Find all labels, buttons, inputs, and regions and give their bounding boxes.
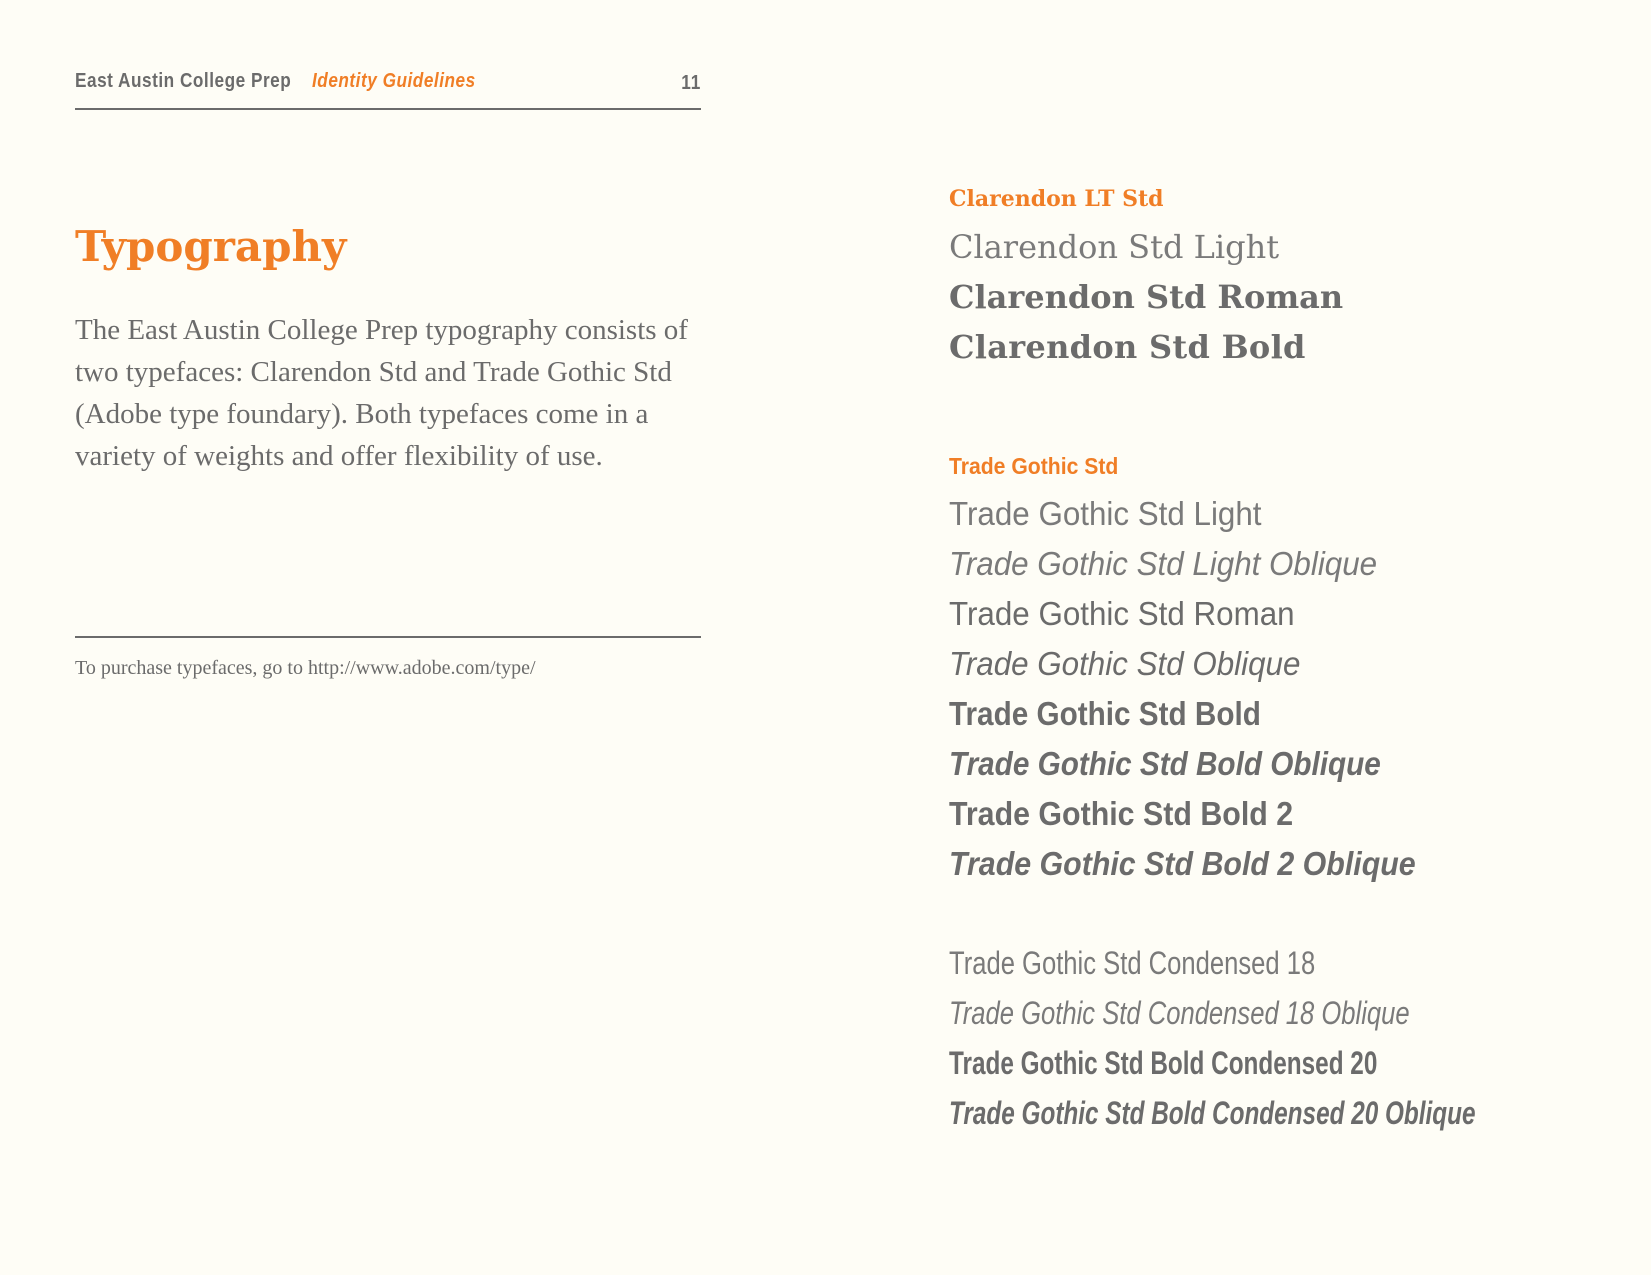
trade-gothic-sample-roman: Trade Gothic Std Roman: [949, 595, 1295, 632]
clarendon-family-heading: Clarendon LT Std: [949, 186, 1164, 212]
page-number: 11: [681, 72, 701, 94]
page-title: Typography: [75, 222, 347, 271]
running-header: [75, 66, 701, 110]
trade-gothic-sample-light-oblique: Trade Gothic Std Light Oblique: [949, 545, 1378, 582]
trade-gothic-condensed-list: [949, 938, 1642, 1138]
trade-gothic-sample-bold: Trade Gothic Std Bold: [949, 695, 1261, 732]
trade-gothic-sample-bold-2-oblique: Trade Gothic Std Bold 2 Oblique: [949, 845, 1416, 882]
trade-gothic-sample-oblique: Trade Gothic Std Oblique: [949, 645, 1301, 682]
trade-gothic-sample-bold-2: Trade Gothic Std Bold 2: [949, 795, 1294, 832]
purchase-footnote: To purchase typefaces, go to http://www.adobe.com/type/: [75, 657, 536, 679]
trade-gothic-sample-condensed-18: Trade Gothic Std Condensed 18: [949, 945, 1316, 981]
trade-gothic-family-section: [949, 451, 1649, 889]
trade-gothic-sample-bold-oblique: Trade Gothic Std Bold Oblique: [949, 745, 1381, 782]
clarendon-sample-list: [949, 222, 1649, 372]
intro-paragraph: The East Austin College Prep typography consists of two typefaces: Clarendon Std and Trade Gothic Std (Adobe type foundary). Both typefaces come in a variety of weights and offer flexibility of use.: [75, 314, 688, 472]
trade-gothic-sample-list: [949, 489, 1649, 889]
clarendon-sample-bold: Clarendon Std Bold: [949, 328, 1306, 366]
trade-gothic-sample-light: Trade Gothic Std Light: [949, 495, 1262, 532]
trade-gothic-family-heading: Trade Gothic Std: [949, 453, 1119, 479]
clarendon-sample-light: Clarendon Std Light: [949, 228, 1280, 266]
header-guide-title: Identity Guidelines: [312, 70, 476, 92]
header-school-name: East Austin College Prep: [75, 70, 292, 92]
clarendon-sample-roman: Clarendon Std Roman: [949, 278, 1344, 316]
trade-gothic-sample-condensed-18-oblique: Trade Gothic Std Condensed 18 Oblique: [949, 995, 1410, 1031]
trade-gothic-sample-bold-condensed-20-oblique: Trade Gothic Std Bold Condensed 20 Oblique: [949, 1095, 1476, 1131]
trade-gothic-sample-bold-condensed-20: Trade Gothic Std Bold Condensed 20: [949, 1045, 1378, 1081]
footnote-divider: [75, 636, 701, 638]
clarendon-family-section: [949, 184, 1649, 372]
